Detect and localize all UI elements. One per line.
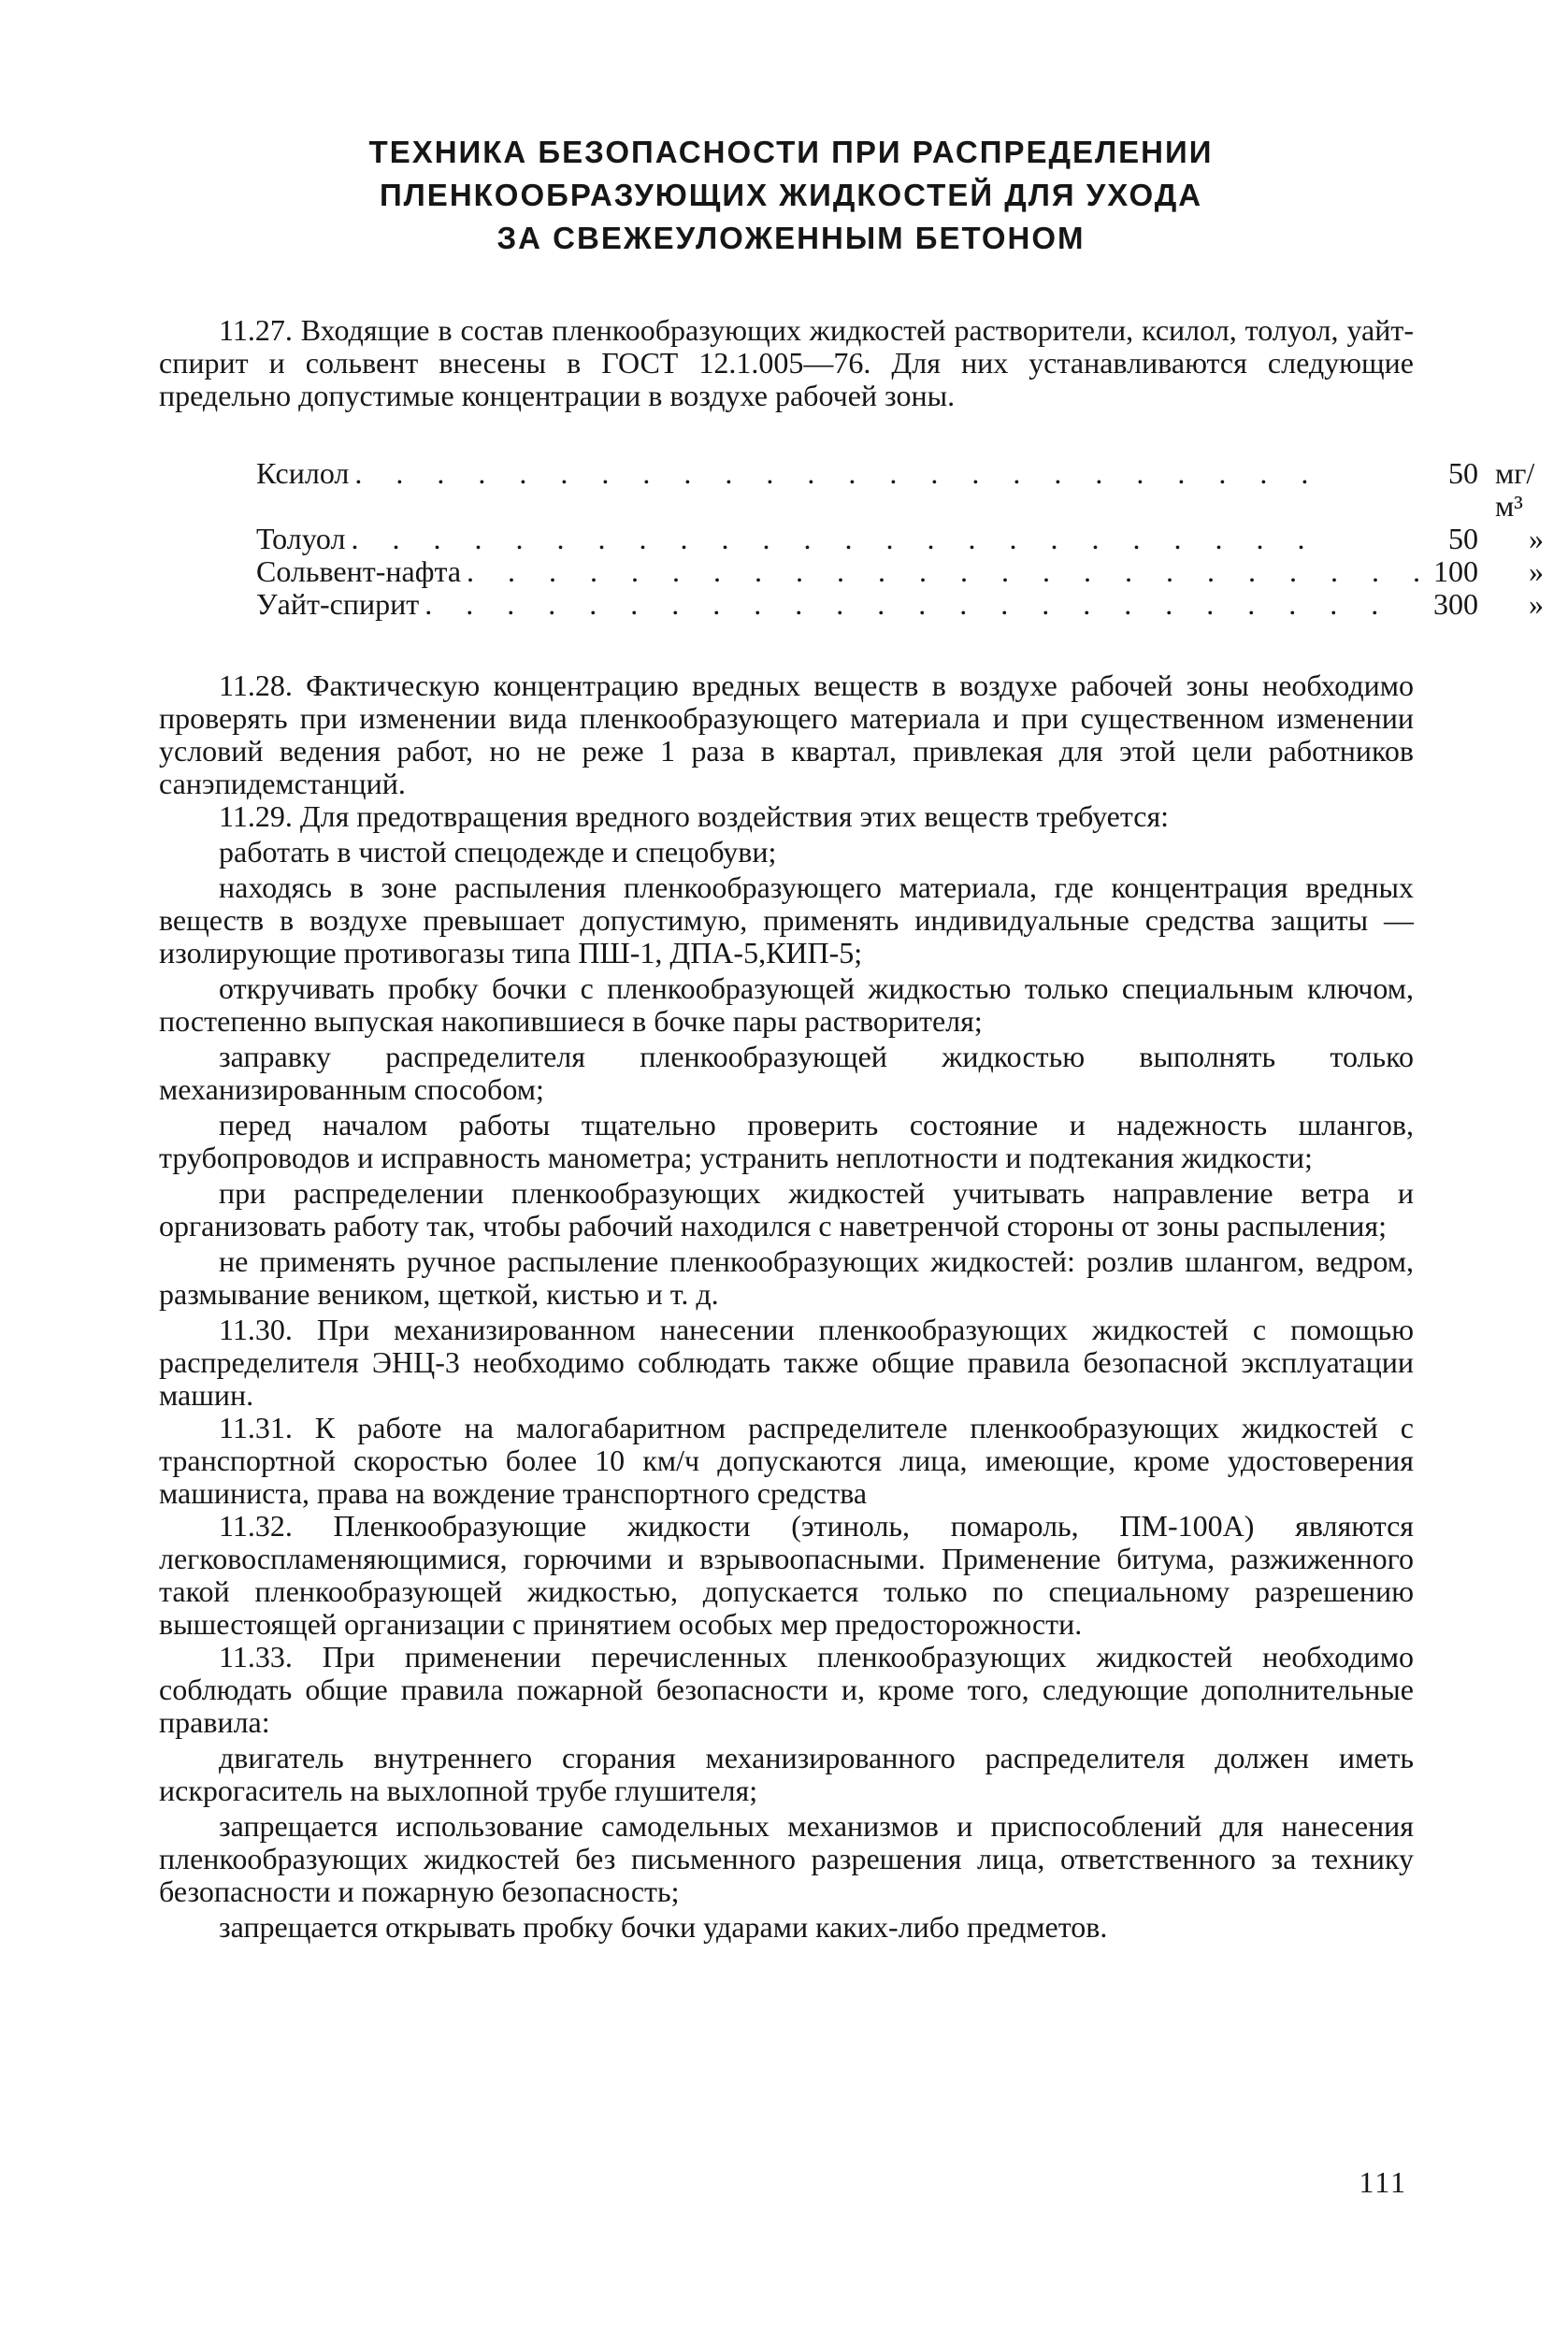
concentration-row <box>256 523 1544 555</box>
heading-line-3: ЗА СВЕЖЕУЛОЖЕННЫМ БЕТОНОМ <box>496 221 1086 255</box>
fire-rule-item: запрещается открывать пробку бочки ударами каких-либо предметов. <box>219 1910 1108 1944</box>
clause-11-33: 11.33. При применении перечисленных пленкообразующих жидкостей необходимо соблюдать общие правила пожарной безопасности и, кроме того, следующие дополнительные правила: <box>159 1640 1414 1739</box>
concentration-row <box>256 555 1544 588</box>
substance-name: Ксилол <box>256 456 350 490</box>
requirement-item: при распределении пленкообразующих жидкостей учитывать направление ветра и организовать работу так, чтобы рабочий находился с наветренчой стороны от зоны распыления; <box>159 1176 1414 1242</box>
leader-dots: . . . . . . . . . . . . . . . . . . . . . . . . <box>424 588 1392 621</box>
substance-name: Уайт-спирит <box>256 587 420 621</box>
clause-11-30: 11.30. При механизированном нанесении пленкообразующих жидкостей с помощью распределителя ЭНЦ-3 необходимо соблюдать также общие правила безопасной эксплуатации машин. <box>159 1313 1414 1412</box>
requirement-item: находясь в зоне распыления пленкообразующего материала, где концентрация вредных веществ в воздухе превышает допустимую, применять индивидуальные средства защиты — изолирующие противогазы типа ПШ-1, ДПА-5,КИП-5; <box>159 870 1414 969</box>
clause-11-27: 11.27. Входящие в состав пленкообразующих жидкостей растворители, ксилол, толуол, уайт-спирит и сольвент внесены в ГОСТ 12.1.005—76. Для них устанавливаются следующие предельно допустимые концентрации в воздухе рабочей зоны. <box>159 313 1414 412</box>
requirement-item: не применять ручное распыление пленкообразующих жидкостей: розлив шлангом, ведром, размывание веником, щеткой, кистью и т. д. <box>159 1244 1414 1311</box>
leader-dots: . . . . . . . . . . . . . . . . . . . . . . . . <box>351 523 1318 555</box>
concentration-table <box>256 457 1544 621</box>
clause-11-31: 11.31. К работе на малогабаритном распределителе пленкообразующих жидкостей с транспортной скоростью более 10 км/ч допускаются лица, имеющие, кроме удостоверения машиниста, права на вождение транспортного средства <box>159 1411 1414 1510</box>
leader-dots: . . . . . . . . . . . . . . . . . . . . . . . . <box>467 555 1434 588</box>
concentration-row <box>256 588 1544 621</box>
substance-name: Толуол <box>256 522 346 555</box>
section-heading <box>159 131 1414 260</box>
page-number: 111 <box>1359 2165 1407 2199</box>
leader-dots: . . . . . . . . . . . . . . . . . . . . . . . . <box>354 457 1322 490</box>
requirement-item: работать в чистой спецодежде и спецобуви; <box>219 835 777 869</box>
concentration-unit: » <box>1529 587 1545 621</box>
concentration-value: 50 <box>1448 456 1479 490</box>
clause-11-29: 11.29. Для предотвращения вредного воздействия этих веществ требуется: <box>219 799 1170 833</box>
fire-rule-item: двигатель внутреннего сгорания механизированного распределителя должен иметь искрогаситель на выхлопной трубе глушителя; <box>159 1741 1414 1807</box>
clause-11-28: 11.28. Фактическую концентрацию вредных веществ в воздухе рабочей зоны необходимо проверять при изменении вида пленкообразующего материала и при существенном изменении условий ведения работ, но не реже 1 раза в квартал, привлекая для этой цели работников санэпидемстанций. <box>159 668 1414 800</box>
heading-line-2: ПЛЕНКООБРАЗУЮЩИХ ЖИДКОСТЕЙ ДЛЯ УХОДА <box>379 178 1203 212</box>
requirement-item: заправку распределителя пленкообразующей жидкостью выполнять только механизированным способом; <box>159 1040 1414 1106</box>
concentration-unit: » <box>1529 522 1545 555</box>
substance-name: Сольвент-нафта <box>256 554 462 588</box>
concentration-unit: » <box>1529 554 1545 588</box>
concentration-value: 100 <box>1433 554 1479 588</box>
concentration-value: 50 <box>1448 522 1479 555</box>
fire-rule-item: запрещается использование самодельных механизмов и приспособлений для нанесения пленкообразующих жидкостей без письменного разрешения лица, ответственного за технику безопасности и пожарную безопасность; <box>159 1809 1414 1908</box>
concentration-value: 300 <box>1433 587 1479 621</box>
requirement-item: перед началом работы тщательно проверить состояние и надежность шлангов, трубопроводов и исправность манометра; устранить неплотности и подтекания жидкости; <box>159 1108 1414 1174</box>
requirement-item: откручивать пробку бочки с пленкообразующей жидкостью только специальным ключом, постепенно выпуская накопившиеся в бочке пары растворителя; <box>159 971 1414 1038</box>
concentration-row <box>256 457 1544 523</box>
concentration-unit: мг/м³ <box>1495 456 1535 523</box>
clause-11-32: 11.32. Пленкообразующие жидкости (этиноль, помароль, ПМ-100А) являются легковоспламеняющимися, горючими и взрывоопасными. Применение битума, разжиженного такой пленкообразующей жидкостью, допускается только по специальному разрешению вышестоящей организации с принятием особых мер предосторожности. <box>159 1509 1414 1641</box>
heading-line-1: ТЕХНИКА БЕЗОПАСНОСТИ ПРИ РАСПРЕДЕЛЕНИИ <box>368 135 1214 169</box>
